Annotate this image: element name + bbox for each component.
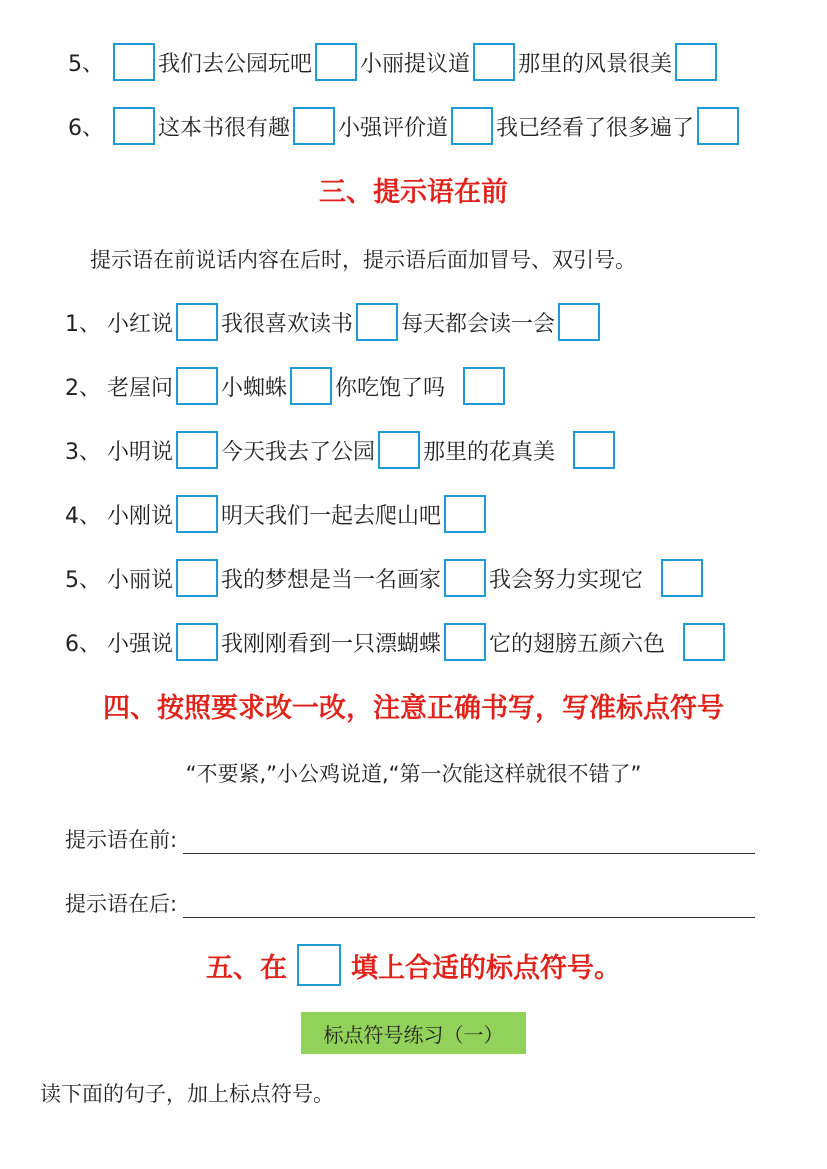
speaker: 小红说 xyxy=(107,311,174,337)
rewrite-front-row xyxy=(65,824,755,854)
sentence-part: 小蜘蛛 xyxy=(221,375,288,401)
sentence-part: 我们去公园玩吧 xyxy=(158,51,313,77)
answer-box[interactable] xyxy=(558,303,600,341)
answer-box[interactable] xyxy=(444,495,486,533)
exercise-row xyxy=(65,364,508,408)
item-number: 4、 xyxy=(65,503,101,529)
speaker: 老屋问 xyxy=(107,375,174,401)
answer-box[interactable] xyxy=(473,43,515,81)
sentence-part: 你吃饱了吗 xyxy=(335,375,446,401)
sentence-part: 小强评价道 xyxy=(338,115,449,141)
rewrite-label: 提示语在前: xyxy=(65,828,178,852)
sentence-part: 我会努力实现它 xyxy=(489,567,644,593)
sentence-part: 我很喜欢读书 xyxy=(221,311,354,337)
item-number: 3、 xyxy=(65,439,101,465)
exercise-row xyxy=(65,428,618,472)
answer-box[interactable] xyxy=(315,43,357,81)
answer-box[interactable] xyxy=(176,623,218,661)
rewrite-label: 提示语在后: xyxy=(65,892,178,916)
answer-box[interactable] xyxy=(356,303,398,341)
speaker: 小明说 xyxy=(107,439,174,465)
item-number: 5、 xyxy=(68,51,104,77)
sentence-part: 小丽提议道 xyxy=(360,51,471,77)
answer-box[interactable] xyxy=(290,367,332,405)
heading-part: 五、在 xyxy=(206,952,287,984)
answer-box[interactable] xyxy=(113,43,155,81)
section-heading: 三、提示语在前 xyxy=(319,177,508,208)
item-number: 5、 xyxy=(65,567,101,593)
exercise-row xyxy=(65,620,728,664)
answer-box[interactable] xyxy=(378,431,420,469)
answer-line[interactable] xyxy=(183,897,755,918)
speaker: 小丽说 xyxy=(107,567,174,593)
item-number: 6、 xyxy=(65,631,101,657)
sentence-part: 我已经看了很多遍了 xyxy=(496,115,695,141)
sentence-part: 我刚刚看到一只漂蝴蝶 xyxy=(221,631,442,657)
exercise-row xyxy=(68,40,720,84)
answer-box[interactable] xyxy=(463,367,505,405)
answer-box[interactable] xyxy=(444,559,486,597)
answer-box[interactable] xyxy=(573,431,615,469)
answer-box[interactable] xyxy=(683,623,725,661)
answer-box[interactable] xyxy=(661,559,703,597)
answer-line[interactable] xyxy=(183,833,755,854)
source-quote: “不要紧,”小公鸡说道,“第一次能这样就很不错了” xyxy=(185,762,642,786)
answer-box[interactable] xyxy=(176,367,218,405)
item-number: 6、 xyxy=(68,115,104,141)
answer-box[interactable] xyxy=(176,559,218,597)
answer-box[interactable] xyxy=(675,43,717,81)
item-number: 1、 xyxy=(65,311,101,337)
speaker: 小强说 xyxy=(107,631,174,657)
answer-box[interactable] xyxy=(176,303,218,341)
answer-box[interactable] xyxy=(444,623,486,661)
exercise-row xyxy=(68,104,742,148)
answer-box[interactable] xyxy=(451,107,493,145)
exercise-row xyxy=(65,492,489,536)
sample-box xyxy=(297,944,341,986)
exercise-tag: 标点符号练习（一） xyxy=(301,1012,526,1054)
instruction-text: 读下面的句子，加上标点符号。 xyxy=(40,1082,334,1106)
exercise-row xyxy=(65,300,603,344)
sentence-part: 那里的风景很美 xyxy=(518,51,673,77)
sentence-part: 明天我们一起去爬山吧 xyxy=(221,503,442,529)
item-number: 2、 xyxy=(65,375,101,401)
section-heading xyxy=(0,944,827,986)
sentence-part: 这本书很有趣 xyxy=(158,115,291,141)
sentence-part: 它的翅膀五颜六色 xyxy=(489,631,666,657)
section-heading: 四、按照要求改一改，注意正确书写，写准标点符号 xyxy=(103,693,724,724)
rewrite-back-row xyxy=(65,888,755,918)
sentence-part: 今天我去了公园 xyxy=(221,439,376,465)
speaker: 小刚说 xyxy=(107,503,174,529)
sentence-part: 我的梦想是当一名画家 xyxy=(221,567,442,593)
rule-note: 提示语在前说话内容在后时，提示语后面加冒号、双引号。 xyxy=(90,248,636,272)
answer-box[interactable] xyxy=(113,107,155,145)
heading-part: 填上合适的标点符号。 xyxy=(351,952,621,984)
answer-box[interactable] xyxy=(176,431,218,469)
sentence-part: 每天都会读一会 xyxy=(401,311,556,337)
answer-box[interactable] xyxy=(697,107,739,145)
answer-box[interactable] xyxy=(176,495,218,533)
answer-box[interactable] xyxy=(293,107,335,145)
exercise-row xyxy=(65,556,706,600)
sentence-part: 那里的花真美 xyxy=(423,439,556,465)
